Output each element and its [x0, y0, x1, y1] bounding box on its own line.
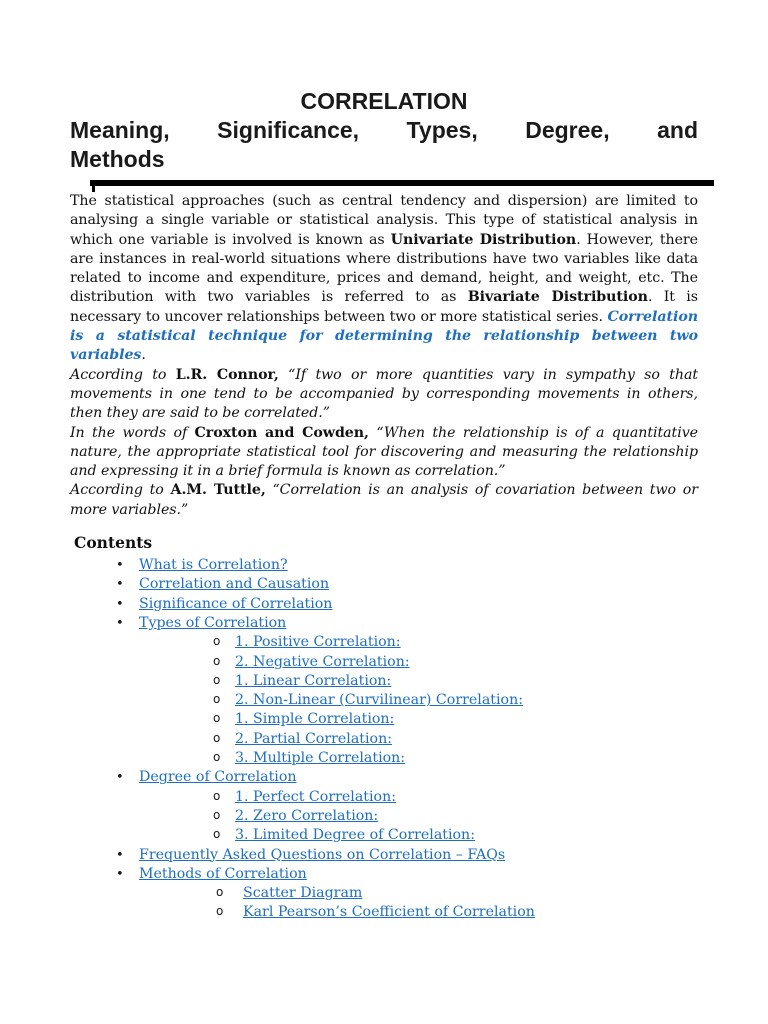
toc-link[interactable]: What is Correlation? [139, 557, 288, 574]
quote-text: According to [70, 366, 176, 383]
toc-item [70, 846, 698, 865]
toc-link[interactable]: 1. Positive Correlation: [235, 634, 401, 651]
rule-tick [92, 184, 95, 192]
toc-item [70, 633, 698, 652]
univariate-term: Univariate Distribution [390, 231, 577, 248]
toc-item [70, 672, 698, 691]
toc-link[interactable]: 3. Limited Degree of Correlation: [235, 827, 475, 844]
toc-item [70, 653, 698, 672]
toc-link[interactable]: Methods of Correlation [139, 865, 307, 882]
toc-link[interactable]: Types of Correlation [139, 614, 287, 631]
toc-link[interactable]: 2. Partial Correlation: [235, 730, 392, 747]
toc-item [70, 788, 698, 807]
toc-link[interactable]: 2. Zero Correlation: [235, 807, 379, 824]
toc-link[interactable]: Significance of Correlation [139, 595, 333, 612]
toc-item [70, 575, 698, 594]
toc-link[interactable]: Karl Pearson’s Coefficient of Correlation [243, 904, 535, 921]
toc-link[interactable]: 1. Linear Correlation: [235, 672, 392, 689]
toc-link[interactable]: 1. Simple Correlation: [235, 711, 395, 728]
toc-item [70, 807, 698, 826]
page-title: CORRELATION [300, 88, 468, 114]
horizontal-rule [70, 174, 698, 192]
correlation-definition: Correlation is a statistical technique for determining the relationship between two variables [70, 308, 698, 364]
quote-author: A.M. Tuttle, [170, 482, 266, 499]
quote-text: In the words of [70, 424, 195, 441]
bivariate-term: Bivariate Distribution [467, 289, 648, 306]
toc-link[interactable]: Correlation and Causation [139, 576, 330, 593]
toc-item [70, 903, 698, 922]
page-subtitle-line2: Methods [70, 146, 165, 172]
toc-item [70, 595, 698, 614]
contents-heading: Contents [74, 533, 153, 553]
intro-text: . However, there are instances in real-world situations where distributions have two variables like data related to income and expenditure, prices and demand, height, and weight, etc. The distribution with two variables is referred to as [70, 231, 698, 306]
toc-link[interactable]: Degree of Correlation [139, 769, 297, 786]
intro-text: The statistical approaches (such as central tendency and dispersion) are limited to analysing a single variable or statistical analysis. This type of statistical analysis in which one variable is involved is known as [70, 193, 698, 248]
page-subtitle-line1: Meaning, Significance, Types, Degree, and [70, 117, 698, 143]
table-of-contents [70, 556, 698, 923]
quote-text: According to [70, 482, 171, 499]
quote-author: Croxton and Cowden, [194, 424, 369, 441]
document-page [70, 86, 698, 923]
quote-text: “If two or more quantities vary in sympathy so that movements in one tend to be accompanied by corresponding movements in others, then they are said to be correlated.” [70, 366, 699, 422]
toc-item [70, 556, 698, 575]
quote-text: “Correlation is an analysis of covariation between two or more variables.” [70, 482, 698, 518]
toc-item [70, 884, 698, 903]
toc-item [70, 614, 698, 633]
quote-text: “When the relationship is of a quantitative nature, the appropriate statistical tool for discovering and measuring the relationship and expressing it in a brief formula is known as correlation.” [70, 424, 698, 480]
quote-author: L.R. Connor, [175, 366, 279, 383]
toc-item [70, 710, 698, 729]
toc-link[interactable]: Scatter Diagram [243, 885, 363, 902]
toc-link[interactable]: 3. Multiple Correlation: [235, 750, 406, 767]
intro-paragraph [70, 192, 698, 366]
toc-item [70, 865, 698, 884]
toc-item [70, 826, 698, 845]
toc-item [70, 768, 698, 787]
toc-link[interactable]: 2. Non-Linear (Curvilinear) Correlation: [235, 692, 523, 709]
quote-croxton [70, 424, 698, 482]
toc-link[interactable]: 1. Perfect Correlation: [235, 788, 396, 805]
quote-connor [70, 366, 698, 424]
toc-item [70, 691, 698, 710]
rule-bar [90, 180, 714, 186]
quote-tuttle [70, 481, 698, 520]
intro-text: . It is necessary to uncover relationships between two or more statistical series. [70, 289, 698, 325]
intro-text: . [141, 347, 146, 364]
toc-link[interactable]: Frequently Asked Questions on Correlation – FAQs [139, 846, 506, 863]
toc-item [70, 730, 698, 749]
toc-link[interactable]: 2. Negative Correlation: [235, 653, 410, 670]
toc-item [70, 749, 698, 768]
